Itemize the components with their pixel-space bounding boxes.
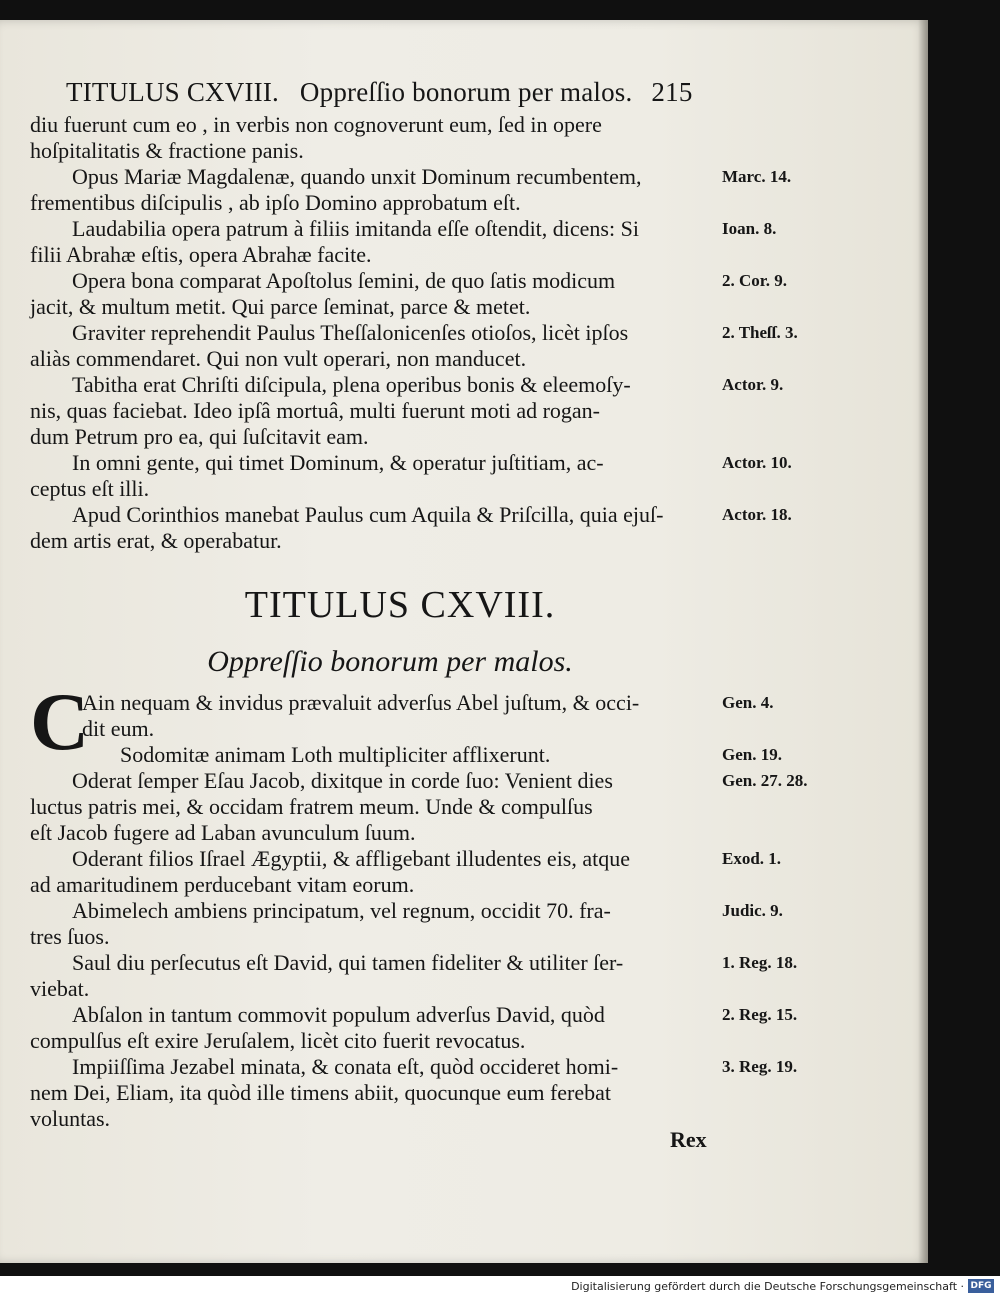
line-text: Impiiſſima Jezabel minata, & conata eſt, quòd occideret homi- [72, 1054, 619, 1079]
line-text: ceptus eſt illi. [30, 476, 150, 501]
margin-reference: 3. Reg. 19. [722, 1057, 798, 1076]
line-text: jacit, & multum metit. Qui parce ſeminat, parce & metet. [30, 294, 531, 319]
text-line [30, 1080, 830, 1106]
text-line [30, 320, 830, 346]
text-line [30, 164, 830, 190]
text-line [30, 216, 830, 242]
running-head-subtitle: Oppreſſio bonorum per malos. [299, 77, 633, 107]
text-line [30, 112, 830, 138]
line-text: luctus patris mei, & occidam fratrem meum. Unde & compulſus [30, 794, 593, 819]
running-head-title: TITULUS CXVIII. [66, 77, 279, 107]
line-text: Saul diu perſecutus eſt David, qui tamen fideliter & utiliter ſer- [72, 950, 624, 975]
text-line [30, 372, 830, 398]
text-line [30, 794, 830, 820]
line-text: voluntas. [30, 1106, 111, 1131]
running-head [66, 72, 830, 112]
margin-reference: 2. Cor. 9. [722, 271, 788, 290]
page-content [30, 72, 830, 1152]
text-line [30, 950, 830, 976]
line-text: Laudabilia opera patrum à filiis imitanda eſſe oſtendit, dicens: Si [72, 216, 639, 241]
line-text: Tabitha erat Chriſti diſcipula, plena operibus bonis & eleemoſy- [72, 372, 631, 397]
line-text: frementibus diſcipulis , ab ipſo Domino approbatum eſt. [30, 190, 521, 215]
margin-reference: Actor. 10. [722, 453, 792, 472]
margin-reference: Exod. 1. [722, 849, 782, 868]
text-line [30, 742, 830, 768]
text-line [30, 398, 830, 424]
digitization-footer [0, 1276, 1000, 1298]
drop-cap: C [30, 676, 90, 767]
text-line [30, 138, 830, 164]
line-text: Sodomitæ animam Loth multipliciter afflixerunt. [120, 742, 551, 767]
section-subtitle: Oppreſſio bonorum per malos. [207, 645, 573, 678]
line-text: Ain nequam & invidus prævaluit adverſus Abel juſtum, & occi- [82, 690, 640, 715]
text-line [30, 1002, 830, 1028]
lower-text-block [30, 676, 830, 1132]
margin-reference: Marc. 14. [722, 167, 792, 186]
text-line [30, 190, 830, 216]
text-line [30, 898, 830, 924]
text-line [30, 716, 830, 742]
text-line [30, 294, 830, 320]
margin-reference: 1. Reg. 18. [722, 953, 798, 972]
margin-reference: Ioan. 8. [722, 219, 777, 238]
margin-reference: 2. Theſſ. 3. [722, 323, 798, 342]
page-number: 215 [651, 77, 693, 107]
line-text: Opus Mariæ Magdalenæ, quando unxit Dominum recumbentem, [72, 164, 642, 189]
text-line [30, 1028, 830, 1054]
dfg-logo: DFG [968, 1279, 994, 1293]
margin-reference: Actor. 9. [722, 375, 784, 394]
margin-reference: Judic. 9. [722, 901, 783, 920]
text-line [30, 1106, 830, 1132]
line-text: filii Abrahæ eſtis, opera Abrahæ facite. [30, 242, 372, 267]
line-text: Abſalon in tantum commovit populum adverſus David, quòd [72, 1002, 605, 1027]
text-line [30, 450, 830, 476]
line-text: viebat. [30, 976, 90, 1001]
line-text: Oderant filios Iſrael Ægyptii, & affligebant illudentes eis, atque [72, 846, 631, 871]
text-line [30, 846, 830, 872]
margin-reference: Gen. 27. 28. [722, 771, 808, 790]
footer-credit: Digitalisierung gefördert durch die Deutsche Forschungsgemeinschaft · [571, 1280, 964, 1293]
line-text: nem Dei, Eliam, ita quòd ille timens abiit, quocunque eum ferebat [30, 1080, 612, 1105]
margin-reference: Gen. 4. [722, 693, 774, 712]
line-text: tres ſuos. [30, 924, 110, 949]
margin-reference: Gen. 19. [722, 745, 782, 764]
margin-reference: Actor. 18. [722, 505, 792, 524]
text-line [30, 346, 830, 372]
text-line [30, 976, 830, 1002]
line-text: eſt Jacob fugere ad Laban avunculum ſuum. [30, 820, 416, 845]
text-line [30, 768, 830, 794]
line-text: nis, quas faciebat. Ideo ipſâ mortuâ, multi fuerunt moti ad rogan- [30, 398, 601, 423]
line-text: Opera bona comparat Apoſtolus ſemini, de quo ſatis modicum [72, 268, 616, 293]
margin-reference: 2. Reg. 15. [722, 1005, 798, 1024]
line-text: Apud Corinthios manebat Paulus cum Aquila & Priſcilla, quia ejuſ- [72, 502, 664, 527]
line-text: dit eum. [82, 716, 155, 741]
text-line [30, 528, 830, 554]
catchword: Rex [670, 1127, 707, 1152]
line-text: dem artis erat, & operabatur. [30, 528, 282, 553]
text-line [30, 476, 830, 502]
line-text: diu fuerunt cum eo , in verbis non cognoverunt eum, ſed in opere [30, 112, 602, 137]
upper-text-block [30, 112, 830, 554]
line-text: hoſpitalitatis & fractione panis. [30, 138, 304, 163]
section-title: TITULUS CXVIII. [244, 584, 556, 626]
line-text: In omni gente, qui timet Dominum, & operatur juſtitiam, ac- [72, 450, 604, 475]
text-line [30, 1054, 830, 1080]
line-text: Abimelech ambiens principatum, vel regnum, occidit 70. fra- [72, 898, 611, 923]
text-line [30, 690, 830, 716]
line-text: Graviter reprehendit Paulus Theſſalonicenſes otioſos, licèt ipſos [72, 320, 629, 345]
text-line [30, 924, 830, 950]
line-text: dum Petrum pro ea, qui ſuſcitavit eam. [30, 424, 369, 449]
line-text: Oderat ſemper Eſau Jacob, dixitque in corde ſuo: Venient dies [72, 768, 613, 793]
text-line [30, 820, 830, 846]
line-text: ad amaritudinem perducebant vitam eorum. [30, 872, 415, 897]
text-line [30, 502, 830, 528]
text-line [30, 872, 830, 898]
line-text: aliàs commendaret. Qui non vult operari, non manducet. [30, 346, 527, 371]
text-line [30, 424, 830, 450]
line-text: compulſus eſt exire Jeruſalem, licèt cito fuerit revocatus. [30, 1028, 526, 1053]
book-page [0, 20, 928, 1263]
text-line [30, 242, 830, 268]
text-line [30, 268, 830, 294]
